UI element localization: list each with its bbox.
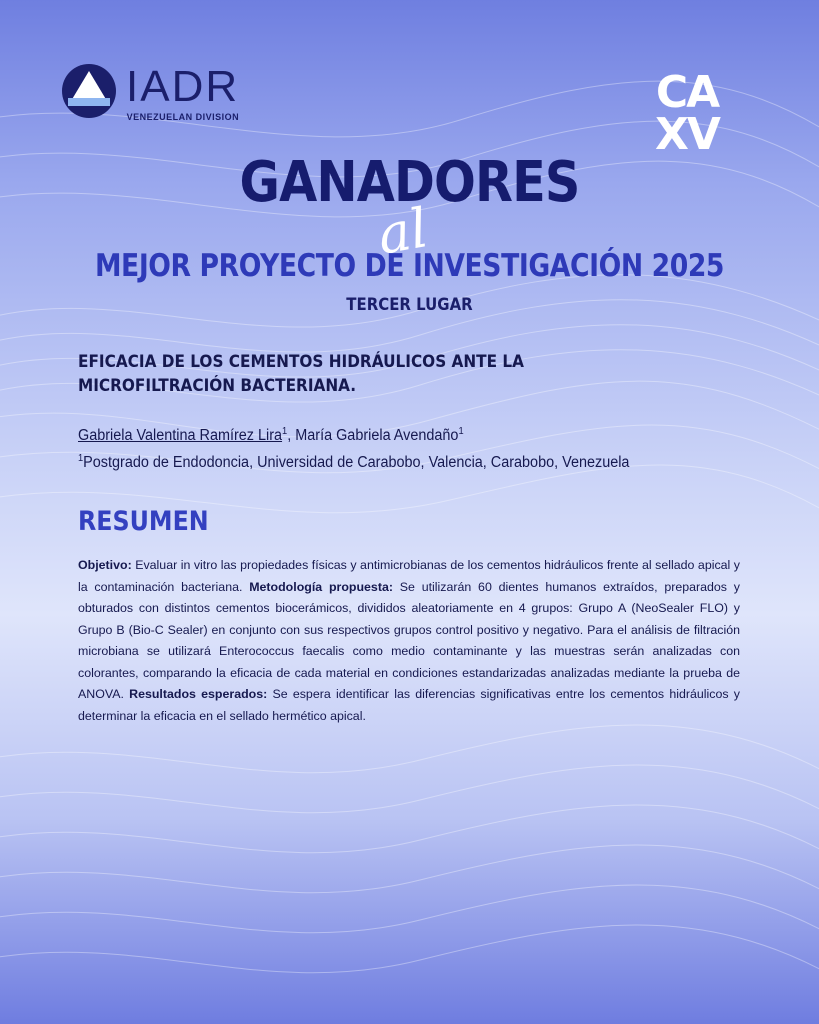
iadr-division-label: VENEZUELAN DIVISION — [126, 112, 240, 122]
abstract-text-resultados: Se espera identificar las diferencias significativas entre los cementos hidráulicos y determinar la eficacia en el sellado hermético apical. — [78, 687, 740, 723]
iadr-wordmark: IADR — [126, 62, 240, 111]
place-label: TERCER LUGAR — [346, 295, 473, 315]
caxv-line-1: CA — [655, 67, 719, 118]
iadr-triangle-icon — [60, 62, 118, 120]
author-list — [78, 426, 464, 445]
abstract-label-resultados: Resultados esperados: — [129, 687, 268, 701]
abstract-label-metodologia: Metodología propuesta: — [249, 579, 393, 594]
paper-title: EFICACIA DE LOS CEMENTOS HIDRÁULICOS ANTE LA MICROFILTRACIÓN BACTERIANA. — [78, 352, 524, 396]
author-name: Gabriela Valentina Ramírez Lira — [78, 427, 283, 445]
author-superscript: 1 — [282, 426, 288, 437]
abstract-label-objetivo: Objetivo: — [78, 558, 132, 572]
affiliation-superscript: 1 — [78, 453, 84, 464]
affiliation-text: Postgrado de Endodoncia, Universidad de Carabobo, Valencia, Carabobo, Venezuela — [83, 454, 630, 472]
script-connector: al — [372, 196, 433, 267]
award-subtitle: MEJOR PROYECTO DE INVESTIGACIÓN 2025 — [94, 248, 725, 284]
caxv-line-2: XV — [655, 109, 719, 160]
author-separator: , — [287, 427, 296, 445]
page-title: GANADORES — [239, 150, 580, 215]
abstract-body — [78, 555, 740, 727]
affiliation — [78, 453, 629, 472]
author-superscript: 1 — [458, 426, 464, 437]
section-heading-resumen: RESUMEN — [78, 506, 209, 537]
iadr-logo — [60, 62, 260, 130]
abstract-text-objetivo: Evaluar in vitro las propiedades físicas y antimicrobianas de los cementos hidráulicos frente al sellado apical y la contaminación bacteriana. — [78, 558, 740, 594]
abstract-text-metodologia: Se utilizarán 60 dientes humanos extraídos, preparados y obturados con distintos cementos biocerámicos, divididos aleatoriamente en 4 grupos: Grupo A (NeoSealer FLO) y Grupo B (Bio-C Sealer) en conjunto con sus respectivos grupos control positivo y negativo. Para el análisis de filtración microbiana se utilizará Enterococcus faecalis como medio contaminante y las muestras serán analizadas con colorantes, comparando la eficacia de cada material en condiciones estandarizadas analizadas mediante la prueba de ANOVA. — [78, 579, 740, 701]
author-name: María Gabriela Avendaño — [295, 427, 459, 445]
